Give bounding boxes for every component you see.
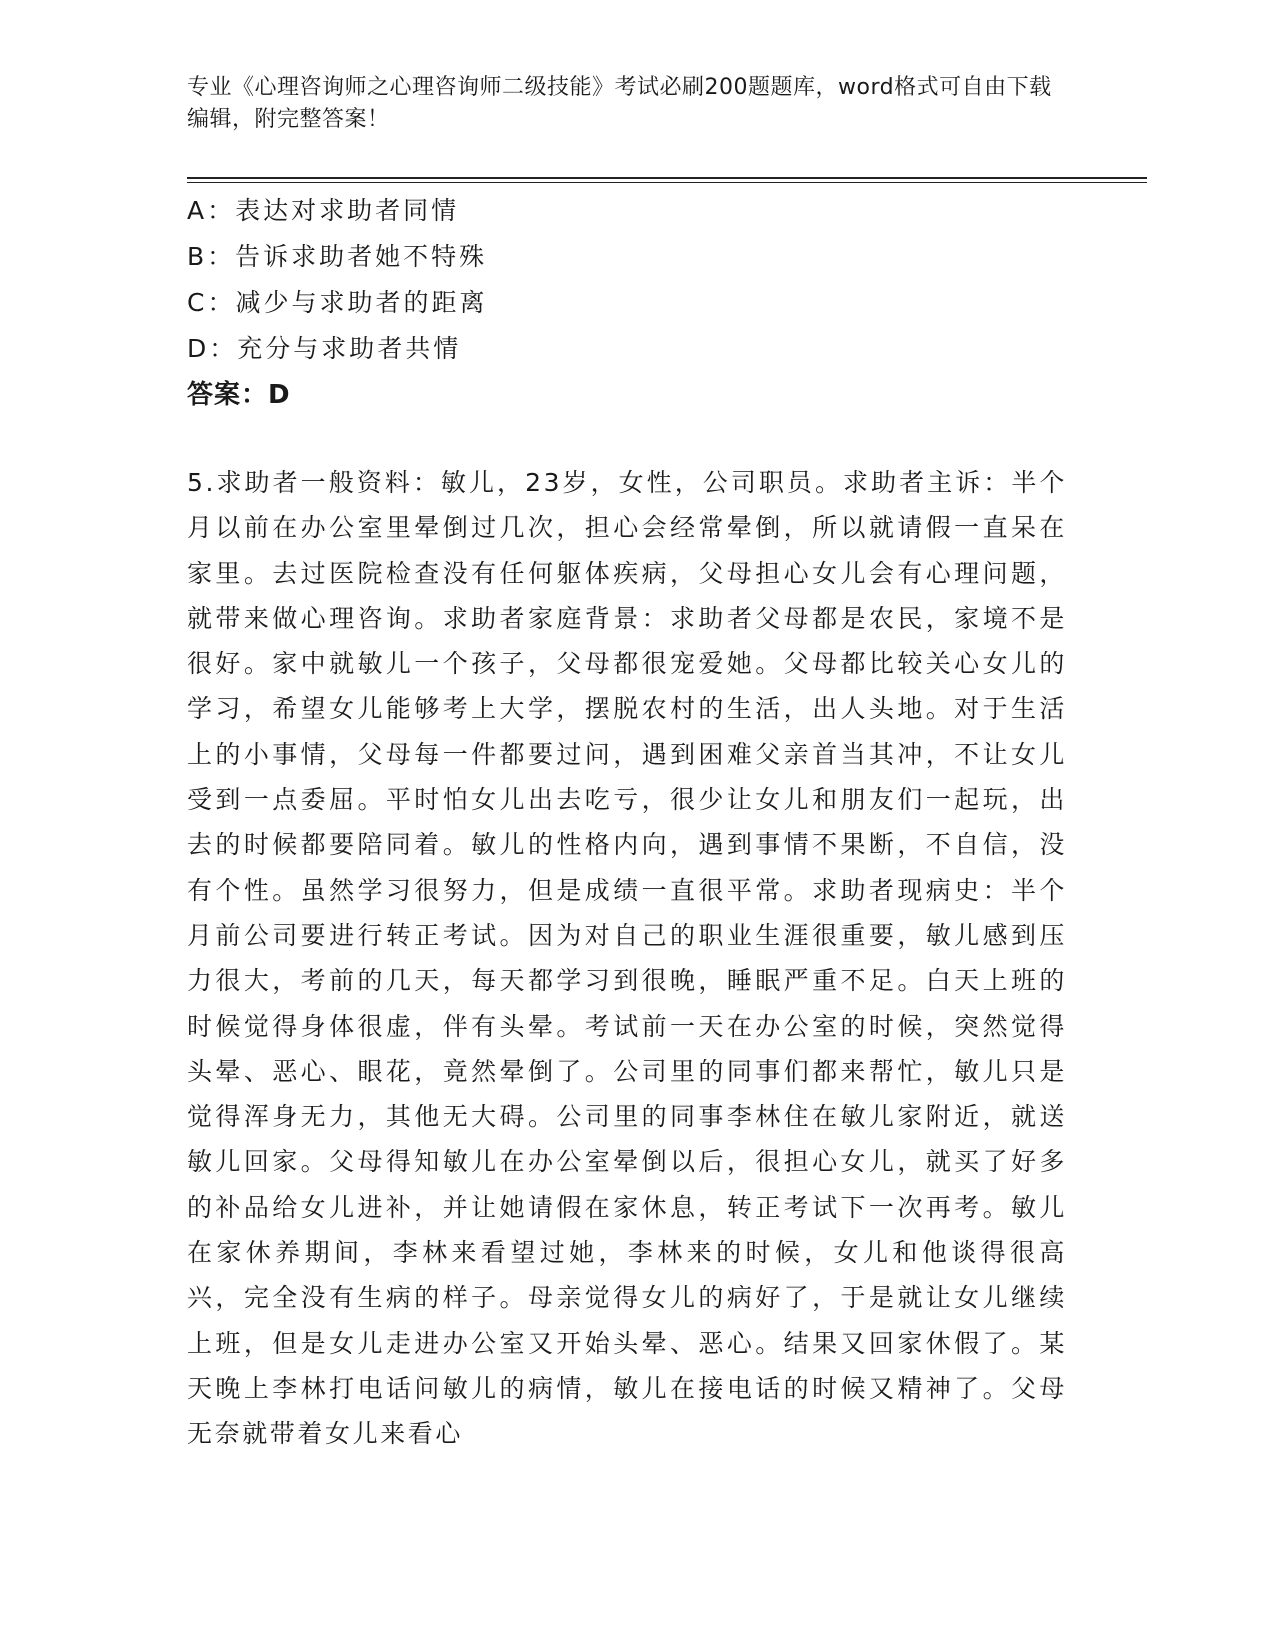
option-b: B：告诉求助者她不特殊	[187, 242, 488, 271]
option-d: D：充分与求助者共情	[187, 334, 462, 363]
question-5-text: 5.求助者一般资料：敏儿，23岁，女性，公司职员。求助者主诉：半个月以前在办公室里晕倒过几次，担心会经常晕倒，所以就请假一直呆在家里。去过医院检查没有任何躯体疾病，父母担心女儿会有心理问题，就带来做心理咨询。求助者家庭背景：求助者父母都是农民，家境不是很好。家中就敏儿一个孩子，父母都很宠爱她。父母都比较关心女儿的学习，希望女儿能够考上大学，摆脱农村的生活，出人头地。对于生活上的小事情，父母每一件都要过问，遇到困难父亲首当其冲，不让女儿受到一点委屈。平时怕女儿出去吃亏，很少让女儿和朋友们一起玩，出去的时候都要陪同着。敏儿的性格内向，遇到事情不果断，不自信，没有个性。虽然学习很努力，但是成绩一直很平常。求助者现病史：半个月前公司要进行转正考试。因为对自己的职业生涯很重要，敏儿感到压力很大，考前的几天，每天都学习到很晚，睡眠严重不足。白天上班的时候觉得身体很虚，伴有头晕。考试前一天在办公室的时候，突然觉得头晕、恶心、眼花，竟然晕倒了。公司里的同事们都来帮忙，敏儿只是觉得浑身无力，其他无大碍。公司里的同事李林住在敏儿家附近，就送敏儿回家。父母得知敏儿在办公室晕倒以后，很担心女儿，就买了好多的补品给女儿进补，并让她请假在家休息，转正考试下一次再考。敏儿在家休养期间，李林来看望过她，李林来的时候，女儿和他谈得很高兴，完全没有生病的样子。母亲觉得女儿的病好了，于是就让女儿继续上班，但是女儿走进办公室又开始头晕、恶心。结果又回家休假了。某天晚上李林打电话问敏儿的病情，敏儿在接电话的时候又精神了。父母无奈就带着女儿来看心	[187, 468, 1067, 1449]
header-rule-thick	[187, 177, 1147, 179]
option-c: C：减少与求助者的距离	[187, 288, 488, 317]
option-a: A：表达对求助者同情	[187, 196, 460, 225]
page-header: 专业《心理咨询师之心理咨询师二级技能》考试必刷200题题库，word格式可自由下载编辑，附完整答案！	[187, 75, 1052, 132]
answer-line: 答案：D	[187, 380, 291, 410]
answer-options	[187, 188, 1087, 418]
header-rule-thin	[187, 182, 1147, 183]
